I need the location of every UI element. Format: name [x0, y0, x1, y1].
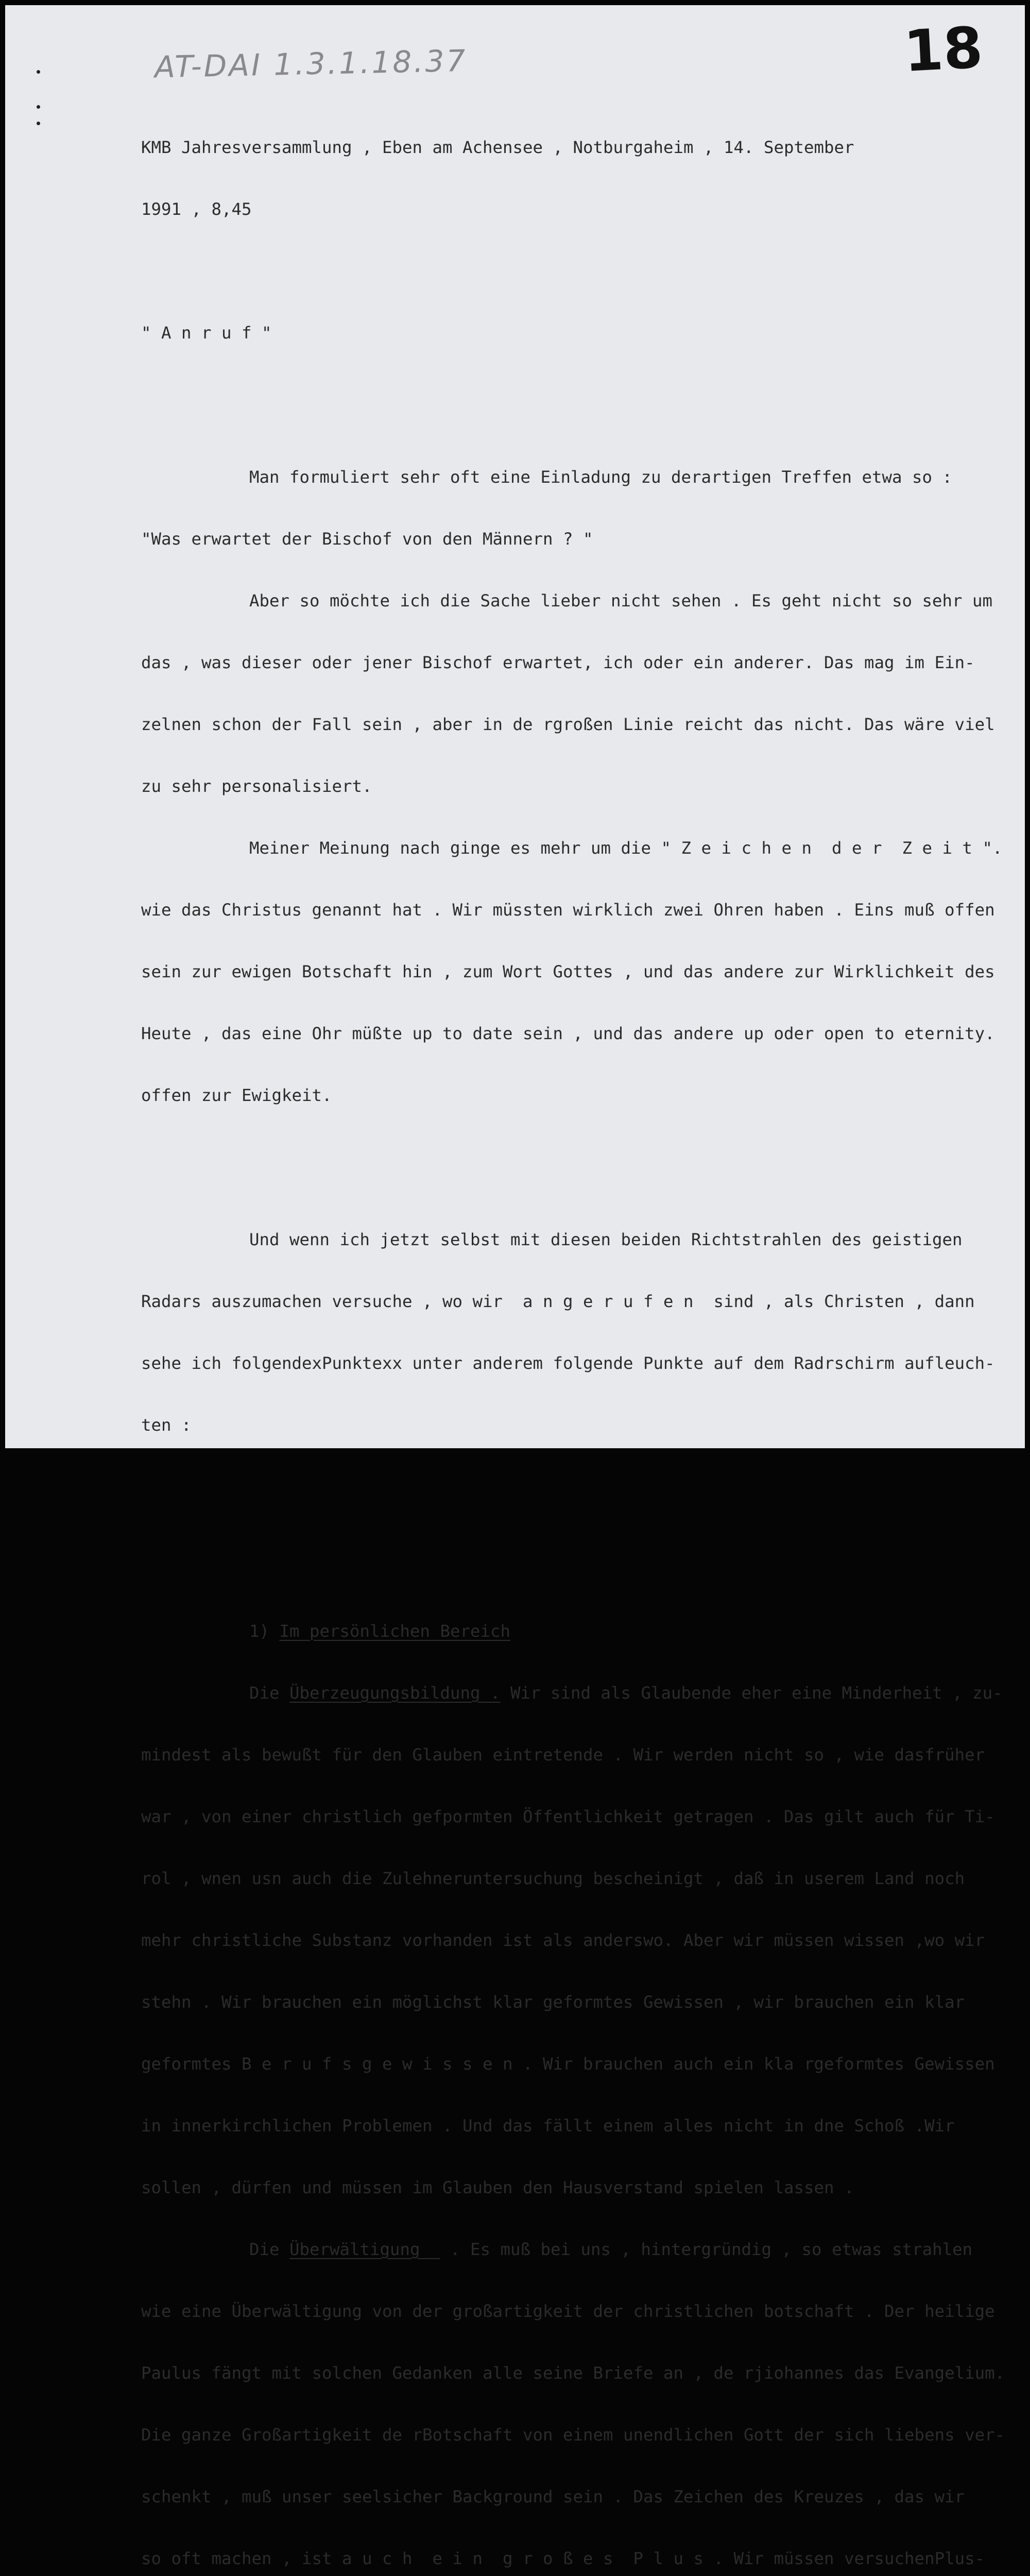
text-line: Und wenn ich jetzt selbst mit diesen beiden Richtstrahlen des geistigen [249, 1230, 963, 1249]
header-line: 1991 , 8,45 [141, 199, 252, 219]
text-line: unter anderem folgende Punkte auf dem Radrschirm aufleuch- [402, 1353, 995, 1373]
text-line: geformtes B e r u f s g e w i s s e n . Wir brauchen auch ein kla rgeformtes Gewissen [141, 2054, 995, 2074]
text-line: Man formuliert sehr oft eine Einladung zu derartigen Treffen etwa so : [249, 467, 953, 487]
text-line: in innerkirchlichen Problemen . Und das fällt einem alles nicht in dne Schoß .Wir [141, 2116, 955, 2136]
text-line: mindest als bewußt für den Glauben eintretende . Wir werden nicht so , wie dasfrüher [141, 1745, 985, 1765]
text-line: war , von einer christlich gefpormten Öffentlichkeit getragen . Das gilt auch für Ti- [141, 1807, 995, 1826]
text-line: mehr christliche Substanz vorhanden ist als anderswo. Aber wir müssen wissen ,wo wir [141, 1930, 985, 1950]
text-line: zu sehr personalisiert. [141, 776, 372, 796]
text-line: "Was erwartet der Bischof von den Männern ? " [141, 529, 593, 549]
text-line: sollen , dürfen und müssen im Glauben den Hausverstand spielen lassen . [141, 2178, 854, 2197]
text-line: zelnen schon der Fall sein , aber in de rgroßen Linie reicht das nicht. Das wäre viel [141, 715, 995, 734]
text-line: sein zur ewigen Botschaft hin , zum Wort Gottes , und das andere zur Wirklichkeit des [141, 962, 995, 981]
text-line: Wir sind als Glaubende eher eine Minderheit , zu- [500, 1683, 1003, 1703]
header-line: KMB Jahresversammlung , Eben am Achensee , Notburgaheim , 14. September [141, 138, 854, 157]
typed-text [141, 96, 1025, 2576]
text-line: Heute , das eine Ohr müßte up to date sein , und das andere up oder open to eternity. [141, 1024, 995, 1043]
text-line: Paulus fängt mit solchen Gedanken alle seine Briefe an , de rjiohannes das Evangelium. [141, 2363, 1005, 2383]
text-line: . Es muß bei uns , hintergründig , so etwas strahlen [440, 2240, 973, 2259]
text-line: so oft machen , ist a u c h e i n g r o ß e s P l u s . Wir müssen versuchenPlus- [141, 2549, 985, 2568]
punch-mark [37, 105, 40, 109]
punch-mark [37, 122, 40, 125]
text-line: Aber so möchte ich die Sache lieber nicht sehen . Es geht nicht so sehr um [249, 591, 993, 611]
text-line: Radars auszumachen versuche , wo wir a n g e r u f e n sind , als Christen , dann [141, 1292, 975, 1311]
text-line: rol , wnen usn auch die Zulehneruntersuchung bescheinigt , daß in userem Land noch [141, 1869, 965, 1888]
page-number-handwritten: 18 [902, 14, 985, 84]
text-line: stehn . Wir brauchen ein möglichst klar geformtes Gewissen , wir brauchen ein klar [141, 1992, 965, 2012]
text-line: Die ganze Großartigkeit de rBotschaft von einem unendlichen Gott der sich liebens ver- [141, 2425, 1005, 2445]
document-title: " A n r u f " [141, 323, 272, 343]
text-line: ten : [141, 1415, 192, 1435]
text-line: schenkt , muß unser seelsicher Background sein . Das Zeichen des Kreuzes , das wir [141, 2487, 965, 2506]
text-line: Meiner Meinung nach ginge es mehr um die " Z e i c h e n d e r Z e i t ". [249, 838, 1003, 858]
keyword-underlined: Überzeugungsbildung . [289, 1683, 501, 1703]
text-line: offen zur Ewigkeit. [141, 1086, 332, 1105]
keyword-underlined: Überwältigung [289, 2240, 440, 2259]
text-line: wie eine Überwältigung von der großartigkeit der christlichen botschaft . Der heilige [141, 2301, 995, 2321]
text-line: das , was dieser oder jener Bischof erwartet, ich oder ein anderer. Das mag im Ein- [141, 653, 975, 672]
section-number: 1) [249, 1621, 280, 1641]
section-heading: Im persönlichen Bereich [279, 1621, 511, 1641]
text-line: Die [249, 1683, 290, 1703]
archive-id-handwritten: AT-DAI 1.3.1.18.37 [154, 43, 468, 85]
overtyped-text: folgendexPunktexx [231, 1353, 403, 1373]
text-line: wie das Christus genannt hat . Wir müssten wirklich zwei Ohren haben . Eins muß offen [141, 900, 995, 920]
document-page [5, 5, 1025, 2568]
text-line: sehe ich [141, 1353, 232, 1373]
punch-mark [37, 70, 40, 74]
text-line: Die [249, 2240, 290, 2259]
